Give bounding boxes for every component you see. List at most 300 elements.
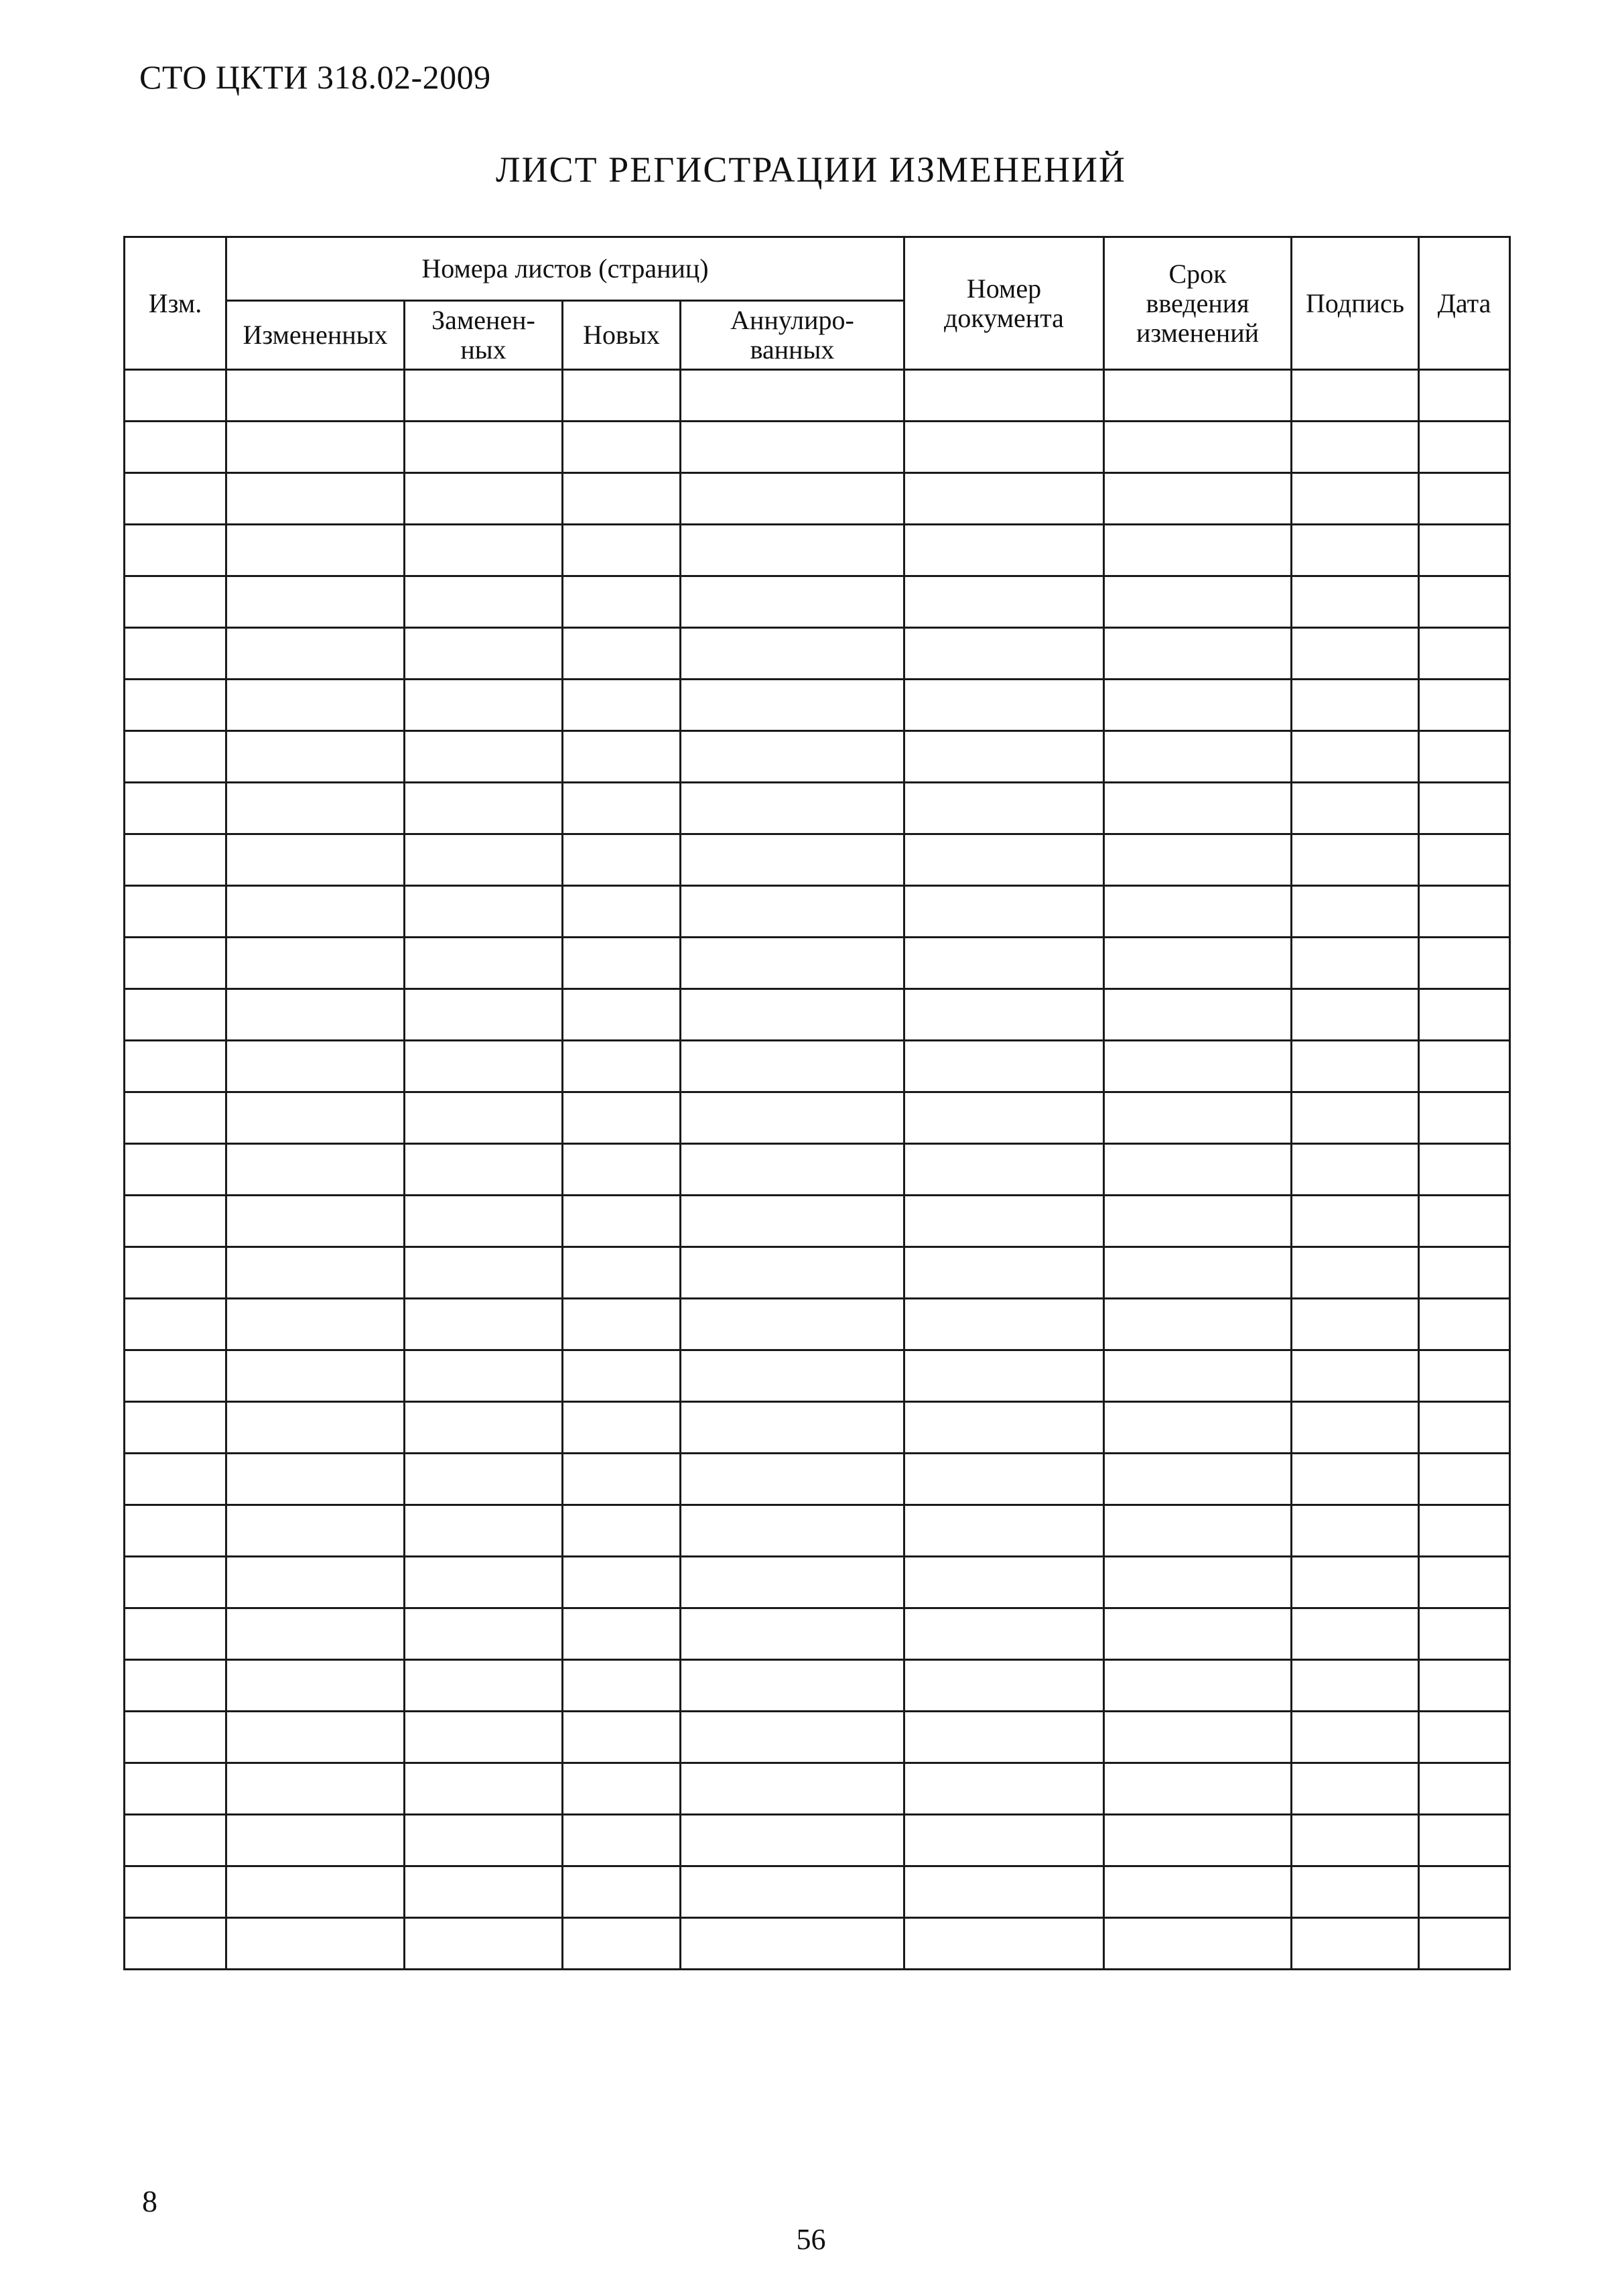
table-cell: [226, 1608, 405, 1660]
table-cell: [563, 1815, 681, 1866]
table-cell: [1419, 1144, 1510, 1196]
table-cell: [125, 1350, 226, 1402]
table-cell: [904, 1557, 1104, 1608]
table-cell: [125, 938, 226, 989]
table-row: [125, 576, 1510, 628]
table-cell: [1104, 783, 1292, 834]
header-changed: Измененных: [226, 301, 405, 370]
table-cell: [1419, 1660, 1510, 1712]
table-row: [125, 628, 1510, 680]
table-cell: [1419, 628, 1510, 680]
table-cell: [226, 1918, 405, 1970]
table-cell: [125, 1299, 226, 1350]
table-cell: [681, 1144, 904, 1196]
table-cell: [1104, 1866, 1292, 1918]
table-cell: [563, 1454, 681, 1505]
table-row: [125, 989, 1510, 1041]
table-cell: [904, 1092, 1104, 1144]
table-cell: [125, 886, 226, 938]
table-cell: [226, 525, 405, 576]
table-row: [125, 1505, 1510, 1557]
table-cell: [681, 1660, 904, 1712]
table-cell: [904, 783, 1104, 834]
table-cell: [125, 1144, 226, 1196]
header-annulled-line1: Аннулиро-: [730, 305, 854, 335]
table-cell: [1419, 576, 1510, 628]
table-cell: [226, 1196, 405, 1247]
table-row: [125, 783, 1510, 834]
table-cell: [681, 473, 904, 525]
table-cell: [1292, 1454, 1419, 1505]
table-cell: [125, 783, 226, 834]
table-cell: [563, 1918, 681, 1970]
table-cell: [1292, 525, 1419, 576]
table-cell: [405, 370, 563, 422]
table-cell: [405, 731, 563, 783]
table-cell: [1419, 731, 1510, 783]
table-cell: [125, 370, 226, 422]
table-cell: [1104, 473, 1292, 525]
table-cell: [1104, 1454, 1292, 1505]
table-row: [125, 1918, 1510, 1970]
table-cell: [1292, 1247, 1419, 1299]
table-cell: [681, 1350, 904, 1402]
table-cell: [226, 370, 405, 422]
header-deadline-line2: введения: [1146, 288, 1249, 318]
table-cell: [1104, 680, 1292, 731]
table-row: [125, 834, 1510, 886]
table-cell: [563, 1247, 681, 1299]
table-cell: [405, 473, 563, 525]
table-cell: [1104, 628, 1292, 680]
table-row: [125, 1247, 1510, 1299]
table-cell: [226, 834, 405, 886]
table-cell: [1419, 783, 1510, 834]
table-row: [125, 938, 1510, 989]
table-cell: [1292, 989, 1419, 1041]
table-cell: [226, 1505, 405, 1557]
table-cell: [563, 731, 681, 783]
table-cell: [1292, 370, 1419, 422]
table-cell: [226, 1402, 405, 1454]
table-cell: [1104, 989, 1292, 1041]
table-cell: [1292, 1763, 1419, 1815]
table-cell: [125, 834, 226, 886]
table-cell: [681, 834, 904, 886]
table-cell: [1104, 1299, 1292, 1350]
table-cell: [1104, 1505, 1292, 1557]
table-row: [125, 1402, 1510, 1454]
table-cell: [904, 1763, 1104, 1815]
table-cell: [226, 1041, 405, 1092]
table-cell: [1292, 1712, 1419, 1763]
table-row: [125, 1712, 1510, 1763]
table-cell: [563, 834, 681, 886]
header-replaced-line2: ных: [460, 334, 506, 365]
table-cell: [563, 628, 681, 680]
table-cell: [1104, 1608, 1292, 1660]
table-cell: [405, 1918, 563, 1970]
table-cell: [681, 1866, 904, 1918]
table-row: [125, 422, 1510, 473]
table-cell: [1419, 1041, 1510, 1092]
table-cell: [1104, 1557, 1292, 1608]
table-cell: [125, 1247, 226, 1299]
table-cell: [563, 1712, 681, 1763]
table-cell: [563, 576, 681, 628]
table-cell: [405, 1608, 563, 1660]
table-cell: [125, 1557, 226, 1608]
table-cell: [1419, 1454, 1510, 1505]
table-cell: [904, 1196, 1104, 1247]
table-cell: [563, 1660, 681, 1712]
table-cell: [1104, 834, 1292, 886]
table-cell: [563, 1299, 681, 1350]
table-cell: [1292, 1918, 1419, 1970]
table-cell: [1104, 1815, 1292, 1866]
table-cell: [1419, 989, 1510, 1041]
table-row: [125, 1144, 1510, 1196]
table-row: [125, 1350, 1510, 1402]
table-cell: [226, 1660, 405, 1712]
table-cell: [563, 1196, 681, 1247]
table-cell: [1419, 834, 1510, 886]
table-cell: [1292, 783, 1419, 834]
table-cell: [563, 1763, 681, 1815]
table-cell: [405, 576, 563, 628]
table-cell: [681, 1712, 904, 1763]
table-cell: [1292, 473, 1419, 525]
table-cell: [125, 473, 226, 525]
table-cell: [681, 1815, 904, 1866]
table-cell: [1419, 525, 1510, 576]
table-cell: [226, 1763, 405, 1815]
table-cell: [405, 1557, 563, 1608]
table-cell: [563, 1144, 681, 1196]
table-cell: [904, 1608, 1104, 1660]
table-row: [125, 1815, 1510, 1866]
table-cell: [1419, 680, 1510, 731]
table-cell: [1419, 422, 1510, 473]
table-cell: [125, 1918, 226, 1970]
table-cell: [563, 473, 681, 525]
table-cell: [681, 1505, 904, 1557]
table-row: [125, 886, 1510, 938]
table-cell: [405, 1660, 563, 1712]
table-cell: [226, 422, 405, 473]
table-row: [125, 1041, 1510, 1092]
header-doc-number: [904, 237, 1104, 370]
table-cell: [1292, 886, 1419, 938]
table-cell: [405, 525, 563, 576]
table-cell: [681, 1247, 904, 1299]
table-cell: [904, 422, 1104, 473]
table-cell: [681, 886, 904, 938]
table-cell: [125, 1041, 226, 1092]
table-cell: [405, 680, 563, 731]
table-cell: [681, 1608, 904, 1660]
table-cell: [1292, 1092, 1419, 1144]
header-doc-number-line1: Номер: [966, 273, 1042, 304]
header-new: Новых: [563, 301, 681, 370]
table-cell: [1419, 370, 1510, 422]
table-cell: [904, 1866, 1104, 1918]
table-cell: [405, 628, 563, 680]
table-cell: [1104, 370, 1292, 422]
table-cell: [904, 886, 1104, 938]
table-cell: [563, 525, 681, 576]
table-cell: [1292, 938, 1419, 989]
table-cell: [125, 525, 226, 576]
table-cell: [1104, 1350, 1292, 1402]
table-cell: [1419, 1196, 1510, 1247]
table-cell: [226, 1092, 405, 1144]
table-cell: [904, 576, 1104, 628]
document-code: СТО ЦКТИ 318.02-2009: [139, 58, 491, 96]
table-cell: [405, 1041, 563, 1092]
table-cell: [681, 1092, 904, 1144]
table-cell: [681, 731, 904, 783]
table-cell: [1104, 938, 1292, 989]
table-cell: [405, 1144, 563, 1196]
table-cell: [904, 731, 1104, 783]
table-cell: [681, 1763, 904, 1815]
table-cell: [226, 1557, 405, 1608]
table-cell: [405, 1196, 563, 1247]
table-cell: [563, 886, 681, 938]
table-cell: [1104, 422, 1292, 473]
table-cell: [904, 525, 1104, 576]
header-annulled: [681, 301, 904, 370]
table-cell: [1104, 1144, 1292, 1196]
table-cell: [1292, 1815, 1419, 1866]
table-cell: [1104, 731, 1292, 783]
table-cell: [904, 1454, 1104, 1505]
table-cell: [1104, 886, 1292, 938]
table-cell: [226, 731, 405, 783]
table-cell: [563, 1402, 681, 1454]
table-cell: [904, 1505, 1104, 1557]
header-doc-number-line2: документа: [944, 302, 1064, 333]
header-annulled-line2: ванных: [750, 334, 835, 365]
table-cell: [904, 938, 1104, 989]
header-replaced-line1: Заменен-: [431, 305, 535, 335]
table-cell: [563, 422, 681, 473]
table-cell: [1419, 1505, 1510, 1557]
table-cell: [563, 680, 681, 731]
table-cell: [1292, 1557, 1419, 1608]
table-cell: [226, 1815, 405, 1866]
table-cell: [226, 989, 405, 1041]
table-cell: [1292, 1350, 1419, 1402]
table-cell: [904, 628, 1104, 680]
table-cell: [125, 1763, 226, 1815]
table-cell: [1419, 886, 1510, 938]
table-cell: [1419, 1402, 1510, 1454]
table-cell: [1419, 473, 1510, 525]
table-cell: [563, 1092, 681, 1144]
table-cell: [681, 1041, 904, 1092]
table-cell: [904, 1712, 1104, 1763]
table-cell: [1419, 1557, 1510, 1608]
table-cell: [125, 1092, 226, 1144]
table-cell: [1104, 525, 1292, 576]
table-cell: [563, 1505, 681, 1557]
table-cell: [1104, 1763, 1292, 1815]
table-cell: [1292, 731, 1419, 783]
table-cell: [1292, 576, 1419, 628]
header-date: Дата: [1419, 237, 1510, 370]
table-cell: [1104, 1918, 1292, 1970]
page-number: 56: [796, 2223, 826, 2256]
table-cell: [226, 1247, 405, 1299]
table-row: [125, 1454, 1510, 1505]
table-cell: [405, 1350, 563, 1402]
table-cell: [904, 1918, 1104, 1970]
table-cell: [1292, 1866, 1419, 1918]
table-cell: [681, 1454, 904, 1505]
table-cell: [1419, 1763, 1510, 1815]
table-row: [125, 1196, 1510, 1247]
table-row: [125, 731, 1510, 783]
table-cell: [125, 1505, 226, 1557]
table-cell: [563, 783, 681, 834]
table-cell: [681, 680, 904, 731]
header-replaced: [405, 301, 563, 370]
table-cell: [563, 989, 681, 1041]
table-cell: [405, 1402, 563, 1454]
table-cell: [681, 628, 904, 680]
table-cell: [405, 938, 563, 989]
table-cell: [405, 989, 563, 1041]
table-cell: [405, 834, 563, 886]
table-cell: [1292, 1196, 1419, 1247]
table-cell: [1292, 1144, 1419, 1196]
table-cell: [1292, 834, 1419, 886]
table-cell: [1419, 1299, 1510, 1350]
table-cell: [681, 1299, 904, 1350]
table-cell: [904, 1299, 1104, 1350]
table-cell: [405, 1092, 563, 1144]
table-cell: [125, 1196, 226, 1247]
table-cell: [563, 1350, 681, 1402]
table-cell: [125, 1712, 226, 1763]
table-cell: [681, 525, 904, 576]
section-page-number: 8: [142, 2184, 157, 2218]
table-cell: [1104, 576, 1292, 628]
table-cell: [405, 886, 563, 938]
table-cell: [125, 989, 226, 1041]
table-cell: [1104, 1041, 1292, 1092]
table-cell: [405, 422, 563, 473]
table-cell: [563, 1041, 681, 1092]
table-cell: [1419, 1815, 1510, 1866]
table-row: [125, 1608, 1510, 1660]
table-cell: [405, 1454, 563, 1505]
table-cell: [405, 1763, 563, 1815]
table-cell: [904, 1815, 1104, 1866]
table-cell: [1104, 1196, 1292, 1247]
table-cell: [563, 1866, 681, 1918]
table-cell: [125, 731, 226, 783]
table-cell: [563, 1608, 681, 1660]
header-signature: Подпись: [1292, 237, 1419, 370]
table-cell: [1104, 1660, 1292, 1712]
table-cell: [1292, 1299, 1419, 1350]
table-cell: [1292, 1041, 1419, 1092]
table-row: [125, 473, 1510, 525]
table-cell: [1292, 1608, 1419, 1660]
table-row: [125, 1660, 1510, 1712]
header-deadline-line3: изменений: [1136, 317, 1260, 348]
table-cell: [681, 783, 904, 834]
table-cell: [1292, 1660, 1419, 1712]
table-cell: [125, 1402, 226, 1454]
table-cell: [226, 938, 405, 989]
table-cell: [904, 473, 1104, 525]
table-cell: [125, 1660, 226, 1712]
table-cell: [125, 1454, 226, 1505]
table-cell: [904, 370, 1104, 422]
table-row: [125, 1299, 1510, 1350]
table-cell: [226, 473, 405, 525]
table-cell: [1292, 422, 1419, 473]
table-cell: [904, 1144, 1104, 1196]
table-cell: [563, 1557, 681, 1608]
table-cell: [405, 783, 563, 834]
table-cell: [405, 1299, 563, 1350]
table-cell: [681, 576, 904, 628]
table-row: [125, 680, 1510, 731]
table-cell: [1104, 1712, 1292, 1763]
table-cell: [904, 1402, 1104, 1454]
table-cell: [125, 1815, 226, 1866]
table-cell: [226, 1299, 405, 1350]
table-cell: [405, 1247, 563, 1299]
table-cell: [904, 989, 1104, 1041]
table-cell: [681, 938, 904, 989]
table-body: [125, 370, 1510, 1970]
table-cell: [1292, 680, 1419, 731]
table-cell: [904, 834, 1104, 886]
table-cell: [405, 1815, 563, 1866]
table-cell: [563, 370, 681, 422]
table-row: [125, 525, 1510, 576]
table-cell: [1419, 1712, 1510, 1763]
table-cell: [1292, 1402, 1419, 1454]
header-deadline-line1: Срок: [1168, 258, 1227, 289]
header-deadline: [1104, 237, 1292, 370]
table-cell: [226, 1350, 405, 1402]
header-sheet-numbers: Номера листов (страниц): [226, 237, 904, 301]
table-cell: [1419, 938, 1510, 989]
table-cell: [226, 1866, 405, 1918]
table-cell: [1292, 628, 1419, 680]
table-cell: [1104, 1247, 1292, 1299]
table-cell: [1292, 1505, 1419, 1557]
change-registration-table: [123, 236, 1511, 1970]
table-cell: [1104, 1092, 1292, 1144]
table-cell: [125, 576, 226, 628]
table-cell: [405, 1712, 563, 1763]
table-cell: [226, 1454, 405, 1505]
table-cell: [904, 1660, 1104, 1712]
table-cell: [681, 1557, 904, 1608]
table-cell: [904, 1350, 1104, 1402]
table-cell: [405, 1866, 563, 1918]
table-cell: [226, 1712, 405, 1763]
table-cell: [125, 422, 226, 473]
